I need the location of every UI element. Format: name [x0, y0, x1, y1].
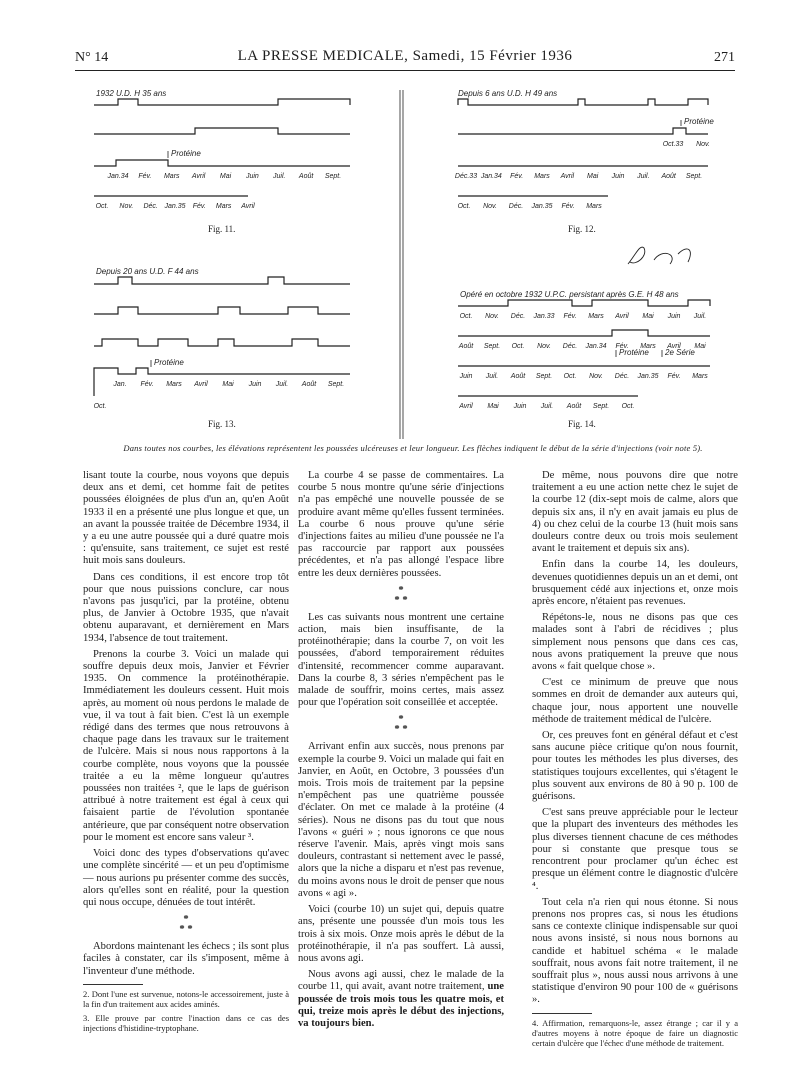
fig13-curve-4 [94, 368, 350, 374]
col1-paragraph-1: lisant toute la courbe, nous voyons que depuis deux ans et demi, cet homme fait de petites poussées éloignées de plus d'un an, qu'en Août 1933 il en a présenté une plus longue et que, un an avant la poussée traitée de Décembre 1934, il y a eu une autre poussée qui a duré quatre mois : qu'ensuite, sans traitement, ce sujet est resté huit mois sans douleurs. [83, 470, 289, 567]
fig13-curve-1 [94, 277, 350, 284]
header-rule [75, 70, 735, 71]
axis-tick-label: Déc. [143, 203, 158, 210]
fig14-label: Fig. 14. [568, 419, 596, 429]
fig13-curve-2 [94, 307, 350, 314]
column-2 [298, 470, 504, 1034]
axis-tick-label: Oct. [95, 203, 109, 210]
col1-paragraph-4: Voici donc des types d'observations qu'avec une complète sincérité — et un peu d'optimisme — nous aurions pu présenter comme des succès, alors qu'elles sont en réalité, pour la question qui nous occupe, dénuées de tout intérêt. [83, 848, 289, 908]
axis-tick-label: Mars [163, 173, 180, 180]
section-separator: * * * [394, 584, 408, 606]
axis-tick-label: Avril [459, 403, 473, 410]
fig13-marker: Protéine [154, 358, 184, 367]
fig13-label: Fig. 13. [208, 419, 236, 429]
fig12-axis-2 [458, 203, 603, 210]
col3-paragraph-4: C'est ce minimum de preuve que nous sommes en droit de demander aux auteurs qui, chaque jour, nous apportent une nouvelle méthode de traitement médical de l'ulcère. [532, 677, 738, 725]
axis-tick-label: Août [301, 381, 317, 388]
axis-tick-label: Mai [642, 313, 654, 320]
axis-tick-label: Juin [459, 373, 473, 380]
fig14-axis-3 [459, 373, 709, 380]
axis-tick-label: Juil. [275, 381, 289, 388]
axis-tick-label: Oct. [459, 313, 473, 320]
footnote-rule [83, 984, 143, 985]
col3-paragraph-2: Enfin dans la courbe 14, les douleurs, devenues quotidiennes depuis un an et demi, ont brusquement cédé aux injections et, onze mois après encore, n'étaient pas revenues. [532, 559, 738, 608]
axis-tick-label: Avril [194, 381, 208, 388]
axis-tick-label: Août [458, 343, 474, 350]
axis-tick-label: Nov. [485, 313, 499, 320]
axis-tick-label: Jan.34 [107, 173, 129, 180]
axis-tick-label: Avril [241, 203, 255, 210]
axis-tick-label: Fév. [192, 203, 206, 210]
axis-tick-label: Sept. [327, 381, 345, 388]
col2-paragraph-2: Les cas suivants nous montrent une certaine action, mais bien insuffisante, de la protéinothérapie; dans la courbe 7, on voit les poussées, d'abord temporairement réduites d'intensité, recommencer comme auparavant. Dans la courbe 8, 3 séries n'empêchent pas le malade de souffrir, moins certes, mais assez pour que l'opération soit conseillée et acceptée. [298, 611, 504, 709]
col2-paragraph-3: Arrivant enfin aux succès, nous prenons par exemple la courbe 9. Voici un malade qui fait en Janvier, en Août, en Octobre, 3 poussées d'un mois. Trois mois de traitement par la pepsine n'empêchent pas une quatrième poussée d'éclater. On met ce malade à la protéine (4 séries). Nous ne disons pas du tout que nous l'avons « guéri » ; nous ignorons ce que nous réserve l'avenir. Mais, après vingt mois sans douleurs, contrastant si nettement avec le passé, alors que la niche a disparu et n'est pas revenue, du moins avons nous le droit de penser que nous avons « agi ». [298, 741, 504, 899]
col1-paragraph-2: Dans ces conditions, il est encore trop tôt pour que nous puissions conclure, car nous n'avons pas jusqu'ici, par la protéine, obtenu plus, de Janvier à Octobre 1935, que n'avait obtenu auparavant, et dernièrement en Mars 1934, l'absence de tout traitement. [83, 571, 289, 644]
section-separator: * * * [179, 914, 193, 936]
axis-tick-label: Mars [588, 313, 604, 320]
axis-tick-label: Juil. [540, 403, 554, 410]
axis-tick-label: Déc. [508, 203, 524, 210]
axis-tick-label: Mars [640, 343, 656, 350]
col2-paragraph-4: Voici (courbe 10) un sujet qui, depuis quatre ans, présente une poussée d'un mois tous les trois à six mois. Onze mois après le début de la protéinothérapie, il n'a pas souffert. Là aussi, nous avons agi. [298, 904, 504, 964]
axis-tick-label: Août [566, 403, 582, 410]
axis-tick-label: Avril [560, 173, 575, 180]
axis-tick-label: Nov. [483, 203, 497, 210]
issue-number: N° 14 [75, 50, 109, 65]
axis-tick-label: Mars [534, 173, 550, 180]
column-3 [532, 470, 738, 1052]
axis-tick-label: Jan.35 [164, 203, 186, 210]
footnote-3: 3. Elle prouve par contre l'inaction dans ce cas des injections d'histidine-tryptophane. [83, 1012, 289, 1033]
axis-tick-label: Jan.33 [533, 313, 555, 320]
axis-tick-label: Déc. [562, 343, 578, 350]
fig13-axis-1 [112, 381, 344, 388]
fig11-marker: Protéine [171, 149, 201, 158]
col1-paragraph-5: Abordons maintenant les échecs ; ils sont plus faciles à constater, car ils s'imposent, même à l'inventeur d'une méthode. [83, 941, 289, 977]
axis-tick-label: Sept. [483, 343, 501, 350]
fig12-marker-axis [663, 141, 710, 148]
axis-tick-label: Oct.33 [662, 141, 684, 148]
axis-tick-label: Déc.33 [454, 173, 478, 180]
axis-tick-label: Juin [667, 313, 681, 320]
col2-paragraph-5 [298, 969, 504, 1030]
col3-paragraph-5: Or, ces preuves font en général défaut et c'est sans aucune pièce critique qu'on nous fournit, pour toutes les méthodes les plus diverses, des statistiques toujours excellentes, qui s'étagent le plus souvent aux environs de 80 à 90 p. 100 de guérisons. [532, 730, 738, 803]
axis-tick-label: Jan.35 [531, 203, 553, 210]
axis-tick-label: Fév. [563, 313, 577, 320]
footnote-2: 2. Dont l'une est survenue, notons-le accessoirement, juste à la fin d'un traitement aux acides aminés. [83, 988, 289, 1009]
axis-tick-label: Fév. [140, 381, 154, 388]
fig12-label: Fig. 12. [568, 224, 596, 234]
fig11-curve-1 [94, 99, 350, 105]
axis-tick-label: Nov. [696, 141, 710, 148]
axis-tick-label: Oct. [511, 343, 525, 350]
axis-tick-label: Jan.34 [480, 173, 502, 180]
fig12-marker: Protéine [684, 117, 714, 126]
axis-tick-label: Nov. [119, 203, 134, 210]
axis-tick-label: Mai [219, 173, 232, 180]
axis-tick-label: Mai [587, 173, 599, 180]
axis-tick-label: Oct. [93, 403, 107, 410]
col2-paragraph-1: La courbe 4 se passe de commentaires. La courbe 5 nous montre qu'une série d'injections n'a pas empêché une nouvelle poussée de se produire avant même qu'elles fussent terminées. La courbe 6 nous prouve qu'une série d'injections faites au milieu d'une poussée ne l'a pas raccourcie par rapport aux poussées précédentes, et n'a pas allongé l'espace libre entre les deux dernières poussées. [298, 470, 504, 579]
fig14-axis-2 [458, 343, 706, 350]
axis-tick-label: Août [298, 173, 314, 180]
fig12-curve-1 [458, 99, 708, 105]
fig11-curve-3 [94, 160, 350, 166]
footnote-rule [532, 1013, 592, 1014]
page-number: 271 [714, 50, 735, 65]
page-header [75, 46, 735, 68]
fig14-axis-4 [458, 403, 634, 410]
axis-tick-label: Août [510, 373, 526, 380]
axis-tick-label: Fév. [667, 373, 681, 380]
fig13-curve-3 [94, 339, 350, 346]
axis-tick-label: Fév. [138, 173, 152, 180]
axis-tick-label: Déc. [510, 313, 526, 320]
axis-tick-label: Oct. [457, 203, 471, 210]
axis-tick-label: Juil. [637, 173, 650, 180]
axis-tick-label: Mai [222, 381, 234, 388]
axis-tick-label: Fév. [510, 173, 524, 180]
fig14-curve-1 [458, 300, 710, 306]
col3-paragraph-3: Répétons-le, nous ne disons pas que ces malades sont à l'abri de récidives ; plus simplement nous pensons que dans ces cas, nous avons pratiquement la preuve que nous avons « fait quelque chose ». [532, 612, 738, 673]
axis-tick-label: Fév. [615, 343, 629, 350]
fig11-label: Fig. 11. [208, 224, 236, 234]
col3-paragraph-6: C'est sans preuve appréciable pour le lecteur que la plupart des inventeurs des méthodes les plus diverses tiennent chacune de ces méthodes pour si constante que presque tous se rencontrent pour proclamer qu'un échec est presque un élément contre le diagnostic d'ulcère ⁴. [532, 807, 738, 892]
axis-tick-label: Jan.35 [637, 373, 659, 380]
axis-tick-label: Juil. [693, 313, 707, 320]
axis-tick-label: Mai [694, 343, 706, 350]
fig13-head: Depuis 20 ans U.D. F 44 ans [96, 267, 199, 276]
axis-tick-label: Nov. [537, 343, 551, 350]
axis-tick-label: Sept. [685, 173, 703, 180]
col2-paragraph-5b: une poussée de trois mois tous les quatre mois, et qui, treize mois après le début des injections, va toujours bien. [298, 981, 504, 1029]
fig13-axis-2 [94, 403, 107, 410]
axis-tick-label: Mars [166, 381, 182, 388]
axis-tick-label: Nov. [589, 373, 603, 380]
fig12-axis-1 [455, 173, 702, 180]
journal-title: LA PRESSE MEDICALE, Samedi, 15 Février 1936 [237, 48, 573, 64]
col1-paragraph-3: Prenons la courbe 3. Voici un malade qui souffre depuis deux mois, Janvier et Février 1935. On commence la protéinothérapie. Immédiatement les douleurs cessent. Huit mois après, au moment où nous perdons le malade de vue, il va tout à fait bien. C'est là un exemple rédigé dans des termes que nous retrouvons à chaque page dans les travaux sur le traitement de l'ulcère. Mais si nous nous rapportons à la courbe complète, nous voyons que la poussée traitée a eu la même longueur qu'autres poussées non traitées ², que le laps de guérison attribué à notre traitement est égal à ceux qui faisaient partie de l'évolution spontanée antérieure, que par conséquent notre observation pour le moment est encore sans valeur ³. [83, 648, 289, 843]
axis-tick-label: Mars [692, 373, 708, 380]
column-1 [83, 470, 289, 1037]
axis-tick-label: Juil. [273, 173, 286, 180]
axis-tick-label: Août [661, 173, 676, 180]
axis-tick-label: Juin [513, 403, 527, 410]
axis-tick-label: Sept. [324, 173, 342, 180]
fig14-axis-1 [460, 313, 707, 320]
axis-tick-label: Jan.34 [585, 343, 607, 350]
axis-tick-label: Avril [191, 173, 206, 180]
axis-tick-label: Oct. [563, 373, 577, 380]
axis-tick-label: Avril [667, 343, 681, 350]
col2-paragraph-5a: Nous avons agi aussi, chez le malade de la courbe 11, qui avait, avant notre traitement, [298, 969, 504, 993]
fig11-axis-2 [96, 203, 256, 210]
axis-tick-label: Avril [615, 313, 629, 320]
figures-svg [88, 84, 738, 444]
section-separator: * * * [394, 714, 408, 736]
axis-tick-label: Mars [215, 203, 232, 210]
figures-caption: Dans toutes nos courbes, les élévations représentent les poussées ulcéreuses et leur longueur. Les flèches indiquent le début de la série d'injections (voir note 5). [123, 443, 703, 453]
col3-paragraph-7: Tout cela n'a rien qui nous étonne. Si nous prenons nos propres cas, si nous les étudions sans ce contexte clinique indispensable sur quoi nous avons insisté, si nous nous bornons au candide et habituel schéma « le malade souffrait, nous avons fait notre traitement, il ne souffrait plus », nous aussi nous arrivons à une statistique d'environ 90 pour 100 de « guérisons ». [532, 896, 738, 1006]
axis-tick-label: Oct. [621, 403, 635, 410]
axis-tick-label: Jan. [113, 381, 127, 388]
fig11-curve-2 [94, 128, 350, 134]
fig14-marker2: 2e Série [665, 348, 695, 357]
axis-tick-label: Mars [586, 203, 602, 210]
axis-tick-label: Mai [487, 403, 499, 410]
axis-tick-label: Juin [611, 173, 625, 180]
axis-tick-label: Fév. [561, 203, 575, 210]
fig11-head: 1932 U.D. H 35 ans [96, 89, 167, 98]
fig12-curve-2 [458, 128, 708, 134]
footnote-4: 4. Affirmation, remarquons-le, assez étrange ; car il y a d'autres moyens à notre époque de faire un diagnostic certain d'ulcère que l'échec d'une méthode de traitement. [532, 1017, 738, 1048]
axis-tick-label: Juil. [485, 373, 499, 380]
axis-tick-label: Sept. [592, 403, 610, 410]
col3-paragraph-1: De même, nous pouvons dire que notre traitement a eu une action nette chez le sujet de la courbe 12 (dix-sept mois de calme, alors que depuis six ans, il n'y en avait jamais eu plus de 4) ou chez celui de la courbe 13 (huit mois sans douleurs contre deux ou trois mois seulement avant le traitement et depuis six ans). [532, 470, 738, 555]
fig11-axis-1 [106, 173, 341, 180]
figures-area [88, 84, 738, 444]
fig14-marker: Protéine [619, 348, 649, 357]
fig14-curve-2 [458, 330, 710, 336]
axis-tick-label: Déc. [614, 373, 630, 380]
fig14-head: Opéré en octobre 1932 U.P.C. persistant après G.E. H 48 ans [460, 290, 679, 299]
fig12-head: Depuis 6 ans U.D. H 49 ans [458, 89, 558, 98]
axis-tick-label: Sept. [535, 373, 553, 380]
axis-tick-label: Juin [245, 173, 259, 180]
axis-tick-label: Juin [248, 381, 262, 388]
